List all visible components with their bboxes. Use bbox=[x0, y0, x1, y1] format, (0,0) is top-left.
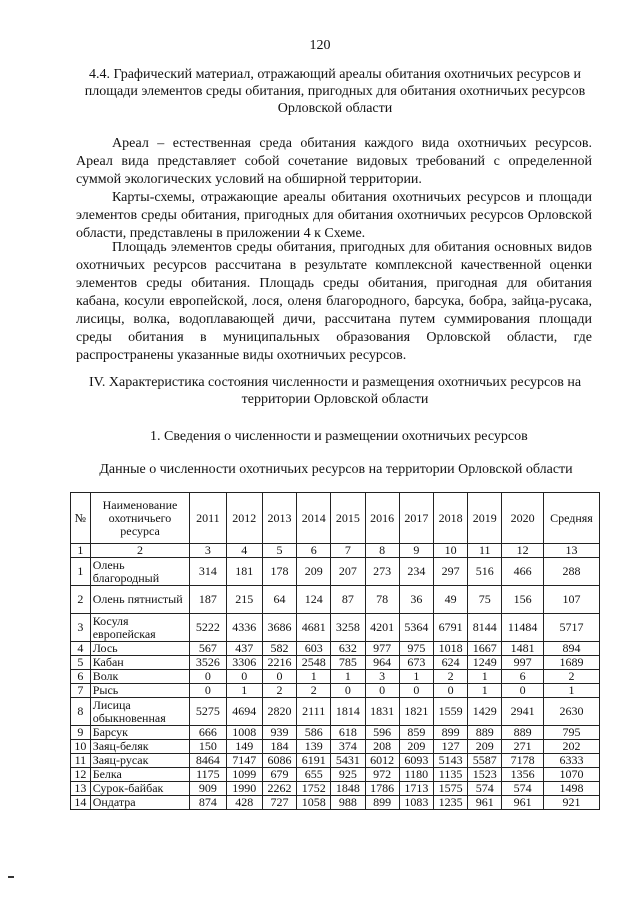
value-cell: 574 bbox=[502, 782, 543, 796]
value-cell: 1 bbox=[543, 684, 599, 698]
value-cell: 2262 bbox=[262, 782, 296, 796]
index-cell: 3 bbox=[190, 544, 226, 558]
index-cell: 11 bbox=[468, 544, 502, 558]
value-cell: 4336 bbox=[226, 614, 262, 642]
table-row bbox=[71, 586, 600, 614]
subsection-title: 1. Сведения о численности и размещении охотничьих ресурсов bbox=[150, 429, 528, 444]
index-cell: 1 bbox=[71, 544, 91, 558]
header-cell: 2018 bbox=[433, 493, 467, 544]
resource-name-cell: Волк bbox=[90, 670, 190, 684]
resource-name-cell: Белка bbox=[90, 768, 190, 782]
value-cell: 3686 bbox=[262, 614, 296, 642]
resource-name-cell: Косуля европейская bbox=[90, 614, 190, 642]
value-cell: 1848 bbox=[331, 782, 365, 796]
value-cell: 1058 bbox=[297, 796, 331, 810]
value-cell: 1814 bbox=[331, 698, 365, 726]
index-cell: 9 bbox=[399, 544, 433, 558]
value-cell: 1752 bbox=[297, 782, 331, 796]
value-cell: 0 bbox=[190, 670, 226, 684]
value-cell: 1821 bbox=[399, 698, 433, 726]
page-number: 120 bbox=[309, 38, 331, 53]
value-cell: 6791 bbox=[433, 614, 467, 642]
value-cell: 1018 bbox=[433, 642, 467, 656]
resource-name-cell: Сурок-байбак bbox=[90, 782, 190, 796]
index-cell: 2 bbox=[90, 544, 190, 558]
value-cell: 107 bbox=[543, 586, 599, 614]
table-row bbox=[71, 796, 600, 810]
header-cell: 2020 bbox=[502, 493, 543, 544]
value-cell: 5143 bbox=[433, 754, 467, 768]
value-cell: 1 bbox=[226, 684, 262, 698]
value-cell: 466 bbox=[502, 558, 543, 586]
row-number-cell: 5 bbox=[71, 656, 91, 670]
value-cell: 1786 bbox=[365, 782, 399, 796]
value-cell: 3526 bbox=[190, 656, 226, 670]
value-cell: 795 bbox=[543, 726, 599, 740]
value-cell: 209 bbox=[399, 740, 433, 754]
value-cell: 2111 bbox=[297, 698, 331, 726]
value-cell: 899 bbox=[433, 726, 467, 740]
index-cell: 13 bbox=[543, 544, 599, 558]
value-cell: 0 bbox=[331, 684, 365, 698]
value-cell: 2548 bbox=[297, 656, 331, 670]
value-cell: 874 bbox=[190, 796, 226, 810]
header-cell: № bbox=[71, 493, 91, 544]
row-number-cell: 6 bbox=[71, 670, 91, 684]
value-cell: 1575 bbox=[433, 782, 467, 796]
value-cell: 3306 bbox=[226, 656, 262, 670]
value-cell: 87 bbox=[331, 586, 365, 614]
value-cell: 149 bbox=[226, 740, 262, 754]
value-cell: 1083 bbox=[399, 796, 433, 810]
value-cell: 1831 bbox=[365, 698, 399, 726]
resource-name-cell: Кабан bbox=[90, 656, 190, 670]
value-cell: 3 bbox=[365, 670, 399, 684]
header-cell: 2015 bbox=[331, 493, 365, 544]
table-row bbox=[71, 782, 600, 796]
value-cell: 5587 bbox=[468, 754, 502, 768]
value-cell: 624 bbox=[433, 656, 467, 670]
value-cell: 603 bbox=[297, 642, 331, 656]
value-cell: 7147 bbox=[226, 754, 262, 768]
value-cell: 1235 bbox=[433, 796, 467, 810]
value-cell: 288 bbox=[543, 558, 599, 586]
header-cell: Средняя bbox=[543, 493, 599, 544]
value-cell: 234 bbox=[399, 558, 433, 586]
value-cell: 2941 bbox=[502, 698, 543, 726]
table-row bbox=[71, 684, 600, 698]
value-cell: 75 bbox=[468, 586, 502, 614]
value-cell: 78 bbox=[365, 586, 399, 614]
value-cell: 899 bbox=[365, 796, 399, 810]
row-number-cell: 10 bbox=[71, 740, 91, 754]
value-cell: 1559 bbox=[433, 698, 467, 726]
header-cell: 2017 bbox=[399, 493, 433, 544]
value-cell: 1249 bbox=[468, 656, 502, 670]
value-cell: 961 bbox=[468, 796, 502, 810]
value-cell: 632 bbox=[331, 642, 365, 656]
row-number-cell: 9 bbox=[71, 726, 91, 740]
resource-name-cell: Заяц-беляк bbox=[90, 740, 190, 754]
value-cell: 184 bbox=[262, 740, 296, 754]
value-cell: 1 bbox=[399, 670, 433, 684]
column-index-row bbox=[71, 544, 600, 558]
value-cell: 1 bbox=[468, 684, 502, 698]
value-cell: 909 bbox=[190, 782, 226, 796]
value-cell: 0 bbox=[433, 684, 467, 698]
value-cell: 1135 bbox=[433, 768, 467, 782]
value-cell: 178 bbox=[262, 558, 296, 586]
table-header-row bbox=[71, 493, 600, 544]
value-cell: 202 bbox=[543, 740, 599, 754]
value-cell: 1990 bbox=[226, 782, 262, 796]
value-cell: 2 bbox=[433, 670, 467, 684]
value-cell: 1175 bbox=[190, 768, 226, 782]
value-cell: 0 bbox=[502, 684, 543, 698]
value-cell: 894 bbox=[543, 642, 599, 656]
row-number-cell: 4 bbox=[71, 642, 91, 656]
value-cell: 972 bbox=[365, 768, 399, 782]
table-row bbox=[71, 740, 600, 754]
resource-name-cell: Рысь bbox=[90, 684, 190, 698]
value-cell: 2216 bbox=[262, 656, 296, 670]
population-table bbox=[70, 492, 600, 810]
resource-name-cell: Лисица обыкновенная bbox=[90, 698, 190, 726]
value-cell: 5222 bbox=[190, 614, 226, 642]
value-cell: 586 bbox=[297, 726, 331, 740]
value-cell: 8464 bbox=[190, 754, 226, 768]
value-cell: 997 bbox=[502, 656, 543, 670]
value-cell: 64 bbox=[262, 586, 296, 614]
resource-name-cell: Лось bbox=[90, 642, 190, 656]
value-cell: 596 bbox=[365, 726, 399, 740]
value-cell: 618 bbox=[331, 726, 365, 740]
value-cell: 6333 bbox=[543, 754, 599, 768]
value-cell: 314 bbox=[190, 558, 226, 586]
value-cell: 2 bbox=[543, 670, 599, 684]
value-cell: 1099 bbox=[226, 768, 262, 782]
value-cell: 6086 bbox=[262, 754, 296, 768]
value-cell: 1008 bbox=[226, 726, 262, 740]
header-cell: Наименование охотничьего ресурса bbox=[90, 493, 190, 544]
resource-name-cell: Ондатра bbox=[90, 796, 190, 810]
table-row bbox=[71, 656, 600, 670]
value-cell: 207 bbox=[331, 558, 365, 586]
value-cell: 215 bbox=[226, 586, 262, 614]
table-row bbox=[71, 768, 600, 782]
margin-mark bbox=[8, 876, 14, 878]
index-cell: 5 bbox=[262, 544, 296, 558]
value-cell: 139 bbox=[297, 740, 331, 754]
value-cell: 437 bbox=[226, 642, 262, 656]
value-cell: 1689 bbox=[543, 656, 599, 670]
value-cell: 1 bbox=[297, 670, 331, 684]
header-cell: 2012 bbox=[226, 493, 262, 544]
paragraph-habitat-area: Площадь элементов среды обитания, пригодных для обитания основных видов охотничьих ресурсов рассчитана в результате комплексной качественной оценки элементов среды обитания. Площадь среды обитания, пригодная для обитания кабана, косули европейской, лося, оленя благородного, барсука, бобра, зайца-русака, лисицы, волка, водоплавающей дичи, рассчитана путем суммирования площади среды обитания в муниципальных образования Орловской области, где распространены указанные виды охотничьих ресурсов. bbox=[76, 240, 592, 363]
value-cell: 6093 bbox=[399, 754, 433, 768]
index-cell: 8 bbox=[365, 544, 399, 558]
header-cell: 2011 bbox=[190, 493, 226, 544]
value-cell: 921 bbox=[543, 796, 599, 810]
value-cell: 1667 bbox=[468, 642, 502, 656]
value-cell: 4681 bbox=[297, 614, 331, 642]
table-caption: Данные о численности охотничьих ресурсов на территории Орловской области bbox=[99, 462, 573, 477]
value-cell: 5275 bbox=[190, 698, 226, 726]
paragraph-areal: Ареал – естественная среда обитания каждого вида охотничьих ресурсов. Ареал вида представляет собой сочетание видовых требований с определенной суммой экологических условий на обширной территории. bbox=[76, 136, 592, 187]
header-cell: 2016 bbox=[365, 493, 399, 544]
value-cell: 2630 bbox=[543, 698, 599, 726]
value-cell: 5431 bbox=[331, 754, 365, 768]
value-cell: 3258 bbox=[331, 614, 365, 642]
value-cell: 1 bbox=[331, 670, 365, 684]
value-cell: 988 bbox=[331, 796, 365, 810]
value-cell: 567 bbox=[190, 642, 226, 656]
value-cell: 271 bbox=[502, 740, 543, 754]
row-number-cell: 12 bbox=[71, 768, 91, 782]
value-cell: 428 bbox=[226, 796, 262, 810]
table-row bbox=[71, 558, 600, 586]
value-cell: 209 bbox=[297, 558, 331, 586]
value-cell: 673 bbox=[399, 656, 433, 670]
table-row bbox=[71, 698, 600, 726]
value-cell: 0 bbox=[262, 670, 296, 684]
value-cell: 4201 bbox=[365, 614, 399, 642]
value-cell: 8144 bbox=[468, 614, 502, 642]
row-number-cell: 2 bbox=[71, 586, 91, 614]
value-cell: 150 bbox=[190, 740, 226, 754]
value-cell: 6191 bbox=[297, 754, 331, 768]
value-cell: 1481 bbox=[502, 642, 543, 656]
value-cell: 889 bbox=[502, 726, 543, 740]
table-body bbox=[71, 544, 600, 810]
value-cell: 0 bbox=[226, 670, 262, 684]
value-cell: 964 bbox=[365, 656, 399, 670]
value-cell: 1 bbox=[468, 670, 502, 684]
value-cell: 925 bbox=[331, 768, 365, 782]
value-cell: 124 bbox=[297, 586, 331, 614]
index-cell: 12 bbox=[502, 544, 543, 558]
value-cell: 4694 bbox=[226, 698, 262, 726]
value-cell: 939 bbox=[262, 726, 296, 740]
table-row bbox=[71, 614, 600, 642]
value-cell: 2 bbox=[297, 684, 331, 698]
value-cell: 961 bbox=[502, 796, 543, 810]
value-cell: 297 bbox=[433, 558, 467, 586]
index-cell: 6 bbox=[297, 544, 331, 558]
row-number-cell: 11 bbox=[71, 754, 91, 768]
value-cell: 516 bbox=[468, 558, 502, 586]
value-cell: 655 bbox=[297, 768, 331, 782]
value-cell: 0 bbox=[399, 684, 433, 698]
value-cell: 6012 bbox=[365, 754, 399, 768]
value-cell: 727 bbox=[262, 796, 296, 810]
resource-name-cell: Олень пятнистый bbox=[90, 586, 190, 614]
header-cell: 2014 bbox=[297, 493, 331, 544]
value-cell: 1498 bbox=[543, 782, 599, 796]
row-number-cell: 7 bbox=[71, 684, 91, 698]
row-number-cell: 1 bbox=[71, 558, 91, 586]
value-cell: 574 bbox=[468, 782, 502, 796]
value-cell: 374 bbox=[331, 740, 365, 754]
value-cell: 5717 bbox=[543, 614, 599, 642]
value-cell: 187 bbox=[190, 586, 226, 614]
value-cell: 11484 bbox=[502, 614, 543, 642]
value-cell: 975 bbox=[399, 642, 433, 656]
row-number-cell: 8 bbox=[71, 698, 91, 726]
header-cell: 2019 bbox=[468, 493, 502, 544]
value-cell: 36 bbox=[399, 586, 433, 614]
value-cell: 1713 bbox=[399, 782, 433, 796]
value-cell: 889 bbox=[468, 726, 502, 740]
table-row bbox=[71, 754, 600, 768]
row-number-cell: 3 bbox=[71, 614, 91, 642]
value-cell: 679 bbox=[262, 768, 296, 782]
value-cell: 1356 bbox=[502, 768, 543, 782]
index-cell: 10 bbox=[433, 544, 467, 558]
index-cell: 4 bbox=[226, 544, 262, 558]
value-cell: 977 bbox=[365, 642, 399, 656]
value-cell: 7178 bbox=[502, 754, 543, 768]
value-cell: 785 bbox=[331, 656, 365, 670]
value-cell: 209 bbox=[468, 740, 502, 754]
header-cell: 2013 bbox=[262, 493, 296, 544]
table-row bbox=[71, 726, 600, 740]
row-number-cell: 14 bbox=[71, 796, 91, 810]
value-cell: 582 bbox=[262, 642, 296, 656]
table-row bbox=[71, 642, 600, 656]
value-cell: 49 bbox=[433, 586, 467, 614]
value-cell: 0 bbox=[365, 684, 399, 698]
index-cell: 7 bbox=[331, 544, 365, 558]
value-cell: 1429 bbox=[468, 698, 502, 726]
chapter-title: IV. Характеристика состояния численности и размещения охотничьих ресурсов на территории Орловской области bbox=[88, 375, 582, 407]
value-cell: 208 bbox=[365, 740, 399, 754]
value-cell: 2 bbox=[262, 684, 296, 698]
value-cell: 859 bbox=[399, 726, 433, 740]
value-cell: 6 bbox=[502, 670, 543, 684]
section-title: 4.4. Графический материал, отражающий ареалы обитания охотничьих ресурсов и площади элементов среды обитания, пригодных для обитания охотничьих ресурсов Орловской области bbox=[84, 67, 586, 116]
row-number-cell: 13 bbox=[71, 782, 91, 796]
table-row bbox=[71, 670, 600, 684]
paragraph-maps: Карты-схемы, отражающие ареалы обитания охотничьих ресурсов и площади элементов среды обитания, пригодных для обитания охотничьих ресурсов Орловской области, представлены в приложении 4 к Схеме. bbox=[76, 190, 592, 241]
value-cell: 1180 bbox=[399, 768, 433, 782]
resource-name-cell: Заяц-русак bbox=[90, 754, 190, 768]
value-cell: 5364 bbox=[399, 614, 433, 642]
value-cell: 181 bbox=[226, 558, 262, 586]
value-cell: 156 bbox=[502, 586, 543, 614]
value-cell: 0 bbox=[190, 684, 226, 698]
value-cell: 2820 bbox=[262, 698, 296, 726]
value-cell: 666 bbox=[190, 726, 226, 740]
value-cell: 1523 bbox=[468, 768, 502, 782]
value-cell: 1070 bbox=[543, 768, 599, 782]
resource-name-cell: Олень благородный bbox=[90, 558, 190, 586]
resource-name-cell: Барсук bbox=[90, 726, 190, 740]
value-cell: 127 bbox=[433, 740, 467, 754]
value-cell: 273 bbox=[365, 558, 399, 586]
